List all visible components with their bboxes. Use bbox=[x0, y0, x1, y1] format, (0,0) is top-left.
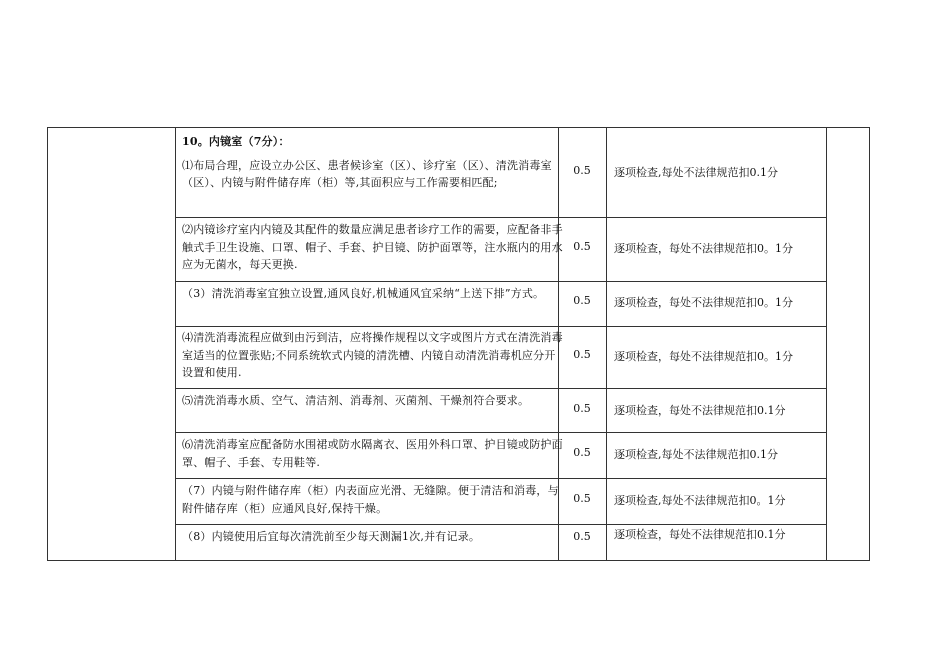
table-row-content: ⑸清洗消毒水质、空气、清洁剂、消毒剂、灭菌剂、干燥剂符合要求。 bbox=[182, 394, 530, 407]
row-divider bbox=[175, 326, 826, 327]
item-method: 逐项检查，每处不法律规范扣0。1分 bbox=[614, 296, 793, 309]
table-row-content: ⑹清洗消毒室应配备防水围裙或防水隔离衣、医用外科口罩、护目镜或防护面罩、帽子、手套、专用鞋等. bbox=[182, 438, 563, 469]
item-text: ⑴布局合理，应设立办公区、患者候诊室（区）、诊疗室（区）、清洗消毒室（区）、内镜与附件储存库（柜）等,其面积应与工作需要相匹配; bbox=[182, 158, 552, 189]
item-score: 0.5 bbox=[573, 492, 591, 505]
section-title: 10。内镜室（7分）： bbox=[182, 135, 290, 148]
row-divider bbox=[175, 432, 826, 433]
item-method: 逐项检查，每处不法律规范扣0.1分 bbox=[614, 404, 786, 417]
row-divider bbox=[175, 388, 826, 389]
item-score: 0.5 bbox=[573, 348, 591, 361]
row-divider bbox=[175, 217, 826, 218]
item-method: 逐项检查，每处不法律规范扣0。1分 bbox=[614, 350, 793, 363]
table-row-content: （8）内镜使用后宜每次清洗前至少每天测漏1次,并有记录。 bbox=[182, 530, 481, 543]
item-score: 0.5 bbox=[573, 446, 591, 459]
row-divider bbox=[175, 281, 826, 282]
item-method: 逐项检查，每处不法律规范扣0.1分 bbox=[614, 528, 786, 541]
table-row-content: ⑷清洗消毒流程应做到由污到洁，应将操作规程以文字或图片方式在清洗消毒室适当的位置张贴;不同系统软式内镜的清洗槽、内镜自动清洗消毒机应分开设置和使用. bbox=[182, 331, 563, 379]
item-score: 0.5 bbox=[573, 164, 591, 177]
item-score: 0.5 bbox=[573, 402, 591, 415]
column-divider bbox=[175, 128, 176, 560]
table-row-content: （7）内镜与附件储存库（柜）内表面应光滑、无缝隙。便于清洁和消毒，与附件储存库（柜）应通风良好,保持干燥。 bbox=[182, 484, 559, 515]
item-method: 逐项检查,每处不法律规范扣0.1分 bbox=[614, 166, 778, 179]
evaluation-table bbox=[47, 127, 870, 561]
table-row-content: ⑵内镜诊疗室内内镜及其配件的数量应满足患者诊疗工作的需要，应配备非手触式手卫生设施、口罩、帽子、手套、护目镜、防护面罩等，注水瓶内的用水应为无菌水，每天更换. bbox=[182, 223, 563, 271]
table-row-content: （3）清洗消毒室宜独立设置,通风良好,机械通风宜采纳“上送下排”方式。 bbox=[182, 287, 545, 300]
item-score: 0.5 bbox=[573, 530, 591, 543]
row-divider bbox=[175, 478, 826, 479]
table-row-content bbox=[182, 133, 564, 192]
row-divider bbox=[175, 524, 826, 525]
item-score: 0.5 bbox=[573, 240, 591, 253]
column-divider bbox=[606, 128, 607, 560]
item-method: 逐项检查,每处不法律规范扣0.1分 bbox=[614, 448, 778, 461]
item-method: 逐项检查，每处不法律规范扣0。1分 bbox=[614, 242, 793, 255]
item-method: 逐项检查,每处不法律规范扣0。1分 bbox=[614, 494, 786, 507]
item-score: 0.5 bbox=[573, 294, 591, 307]
